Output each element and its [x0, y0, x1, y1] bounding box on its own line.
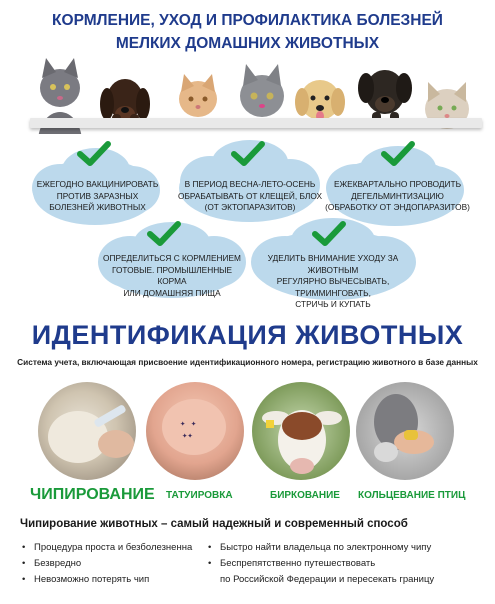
tip-3	[325, 179, 470, 214]
method-chipping: ЧИПИРОВАНИЕ	[30, 486, 155, 503]
tattoo-photo	[146, 382, 244, 480]
list-item: • Безвредно	[22, 556, 202, 572]
tattoo-icon	[146, 382, 244, 480]
tip-2-line: ОБРАБАТЫВАТЬ ОТ КЛЕЩЕЙ, БЛОХ	[178, 190, 322, 201]
identification-title: ИДЕНТИФИКАЦИЯ ЖИВОТНЫХ	[31, 320, 464, 350]
chipping-heading: Чипирование животных – самый надежный и современный способ	[20, 518, 408, 530]
check-icon	[147, 220, 181, 248]
tip-3-line: ДЕГЕЛЬМИНТИЗАЦИЮ	[351, 190, 444, 201]
cow-icon	[252, 382, 350, 480]
pets-shelf	[30, 118, 482, 128]
method-tattoo: ТАТУИРОВКА	[166, 490, 233, 501]
list-item: • Процедура проста и безболезненна	[22, 540, 202, 556]
check-icon	[312, 220, 346, 248]
ear-tag-photo	[252, 382, 350, 480]
tip-5-line: СТРИЧЬ И КУПАТЬ	[295, 299, 371, 309]
tip-1-line: ПРОТИВ ЗАРАЗНЫХ	[56, 190, 139, 201]
chipping-photo	[38, 382, 136, 480]
tip-1-line: ЕЖЕГОДНО ВАКЦИНИРОВАТЬ	[36, 179, 159, 189]
tip-2-line: В ПЕРИОД ВЕСНА-ЛЕТО-ОСЕНЬ	[184, 179, 316, 189]
syringe-icon	[38, 382, 136, 480]
tip-1	[30, 179, 165, 214]
method-ear-tag: БИРКОВАНИЕ	[270, 490, 340, 501]
chipping-benefits-right	[208, 540, 478, 588]
list-item: • Быстро найти владельца по электронному чипу	[208, 540, 478, 556]
method-bird-ring: КОЛЬЦЕВАНИЕ ПТИЦ	[358, 490, 466, 501]
check-icon	[77, 140, 111, 168]
ginger-cat-icon	[179, 74, 217, 117]
tip-4-line: ГОТОВЫЕ. ПРОМЫШЛЕННЫЕ КОРМА	[111, 264, 233, 286]
svg-text:✦ ✦: ✦ ✦	[180, 419, 197, 429]
list-item-continuation: по Российской Федерации и пересекать границу	[220, 574, 435, 585]
page-title-line2: МЕЛКИХ ДОМАШНИХ ЖИВОТНЫХ	[115, 35, 380, 52]
tip-2-line: (ОТ ЭКТОПАРАЗИТОВ)	[204, 202, 296, 212]
identification-subtitle: Система учета, включающая присвоение идентификационного номера, регистрацию животного в базе данных	[17, 357, 478, 367]
bird-ring-icon	[356, 382, 454, 480]
tip-1-line: БОЛЕЗНЕЙ ЖИВОТНЫХ	[49, 202, 146, 212]
check-icon	[381, 140, 415, 168]
check-icon	[231, 140, 265, 168]
grey-kitten-icon	[240, 64, 284, 117]
svg-text:✦✦: ✦✦	[182, 431, 193, 441]
tip-3-line: (ОБРАБОТКУ ОТ ЭНДОПАРАЗИТОВ)	[325, 202, 470, 212]
tip-4-line: ИЛИ ДОМАШНЯЯ ПИЩА	[123, 287, 221, 298]
tip-3-line: ЕЖЕКВАРТАЛЬНО ПРОВОДИТЬ	[333, 179, 462, 189]
tip-5-line: РЕГУЛЯРНО ВЫЧЕСЫВАТЬ, ТРИММИНГОВАТЬ,	[276, 276, 390, 298]
page-title-line1: КОРМЛЕНИЕ, УХОД И ПРОФИЛАКТИКА БОЛЕЗНЕЙ	[52, 12, 443, 29]
list-item: • Беспрепятственно путешествовать	[208, 556, 478, 572]
tip-4	[102, 253, 242, 299]
list-item: • Невозможно потерять чип	[22, 572, 202, 588]
bird-ring-photo	[356, 382, 454, 480]
labrador-puppy-icon	[295, 80, 345, 121]
tip-4-line: ОПРЕДЕЛИТЬСЯ С КОРМЛЕНИЕМ	[103, 253, 241, 263]
tip-5	[250, 253, 416, 311]
tip-5-line: УДЕЛИТЬ ВНИМАНИЕ УХОДУ ЗА ЖИВОТНЫМ	[267, 253, 399, 275]
chipping-benefits-left	[22, 540, 202, 588]
tip-2	[175, 179, 325, 214]
